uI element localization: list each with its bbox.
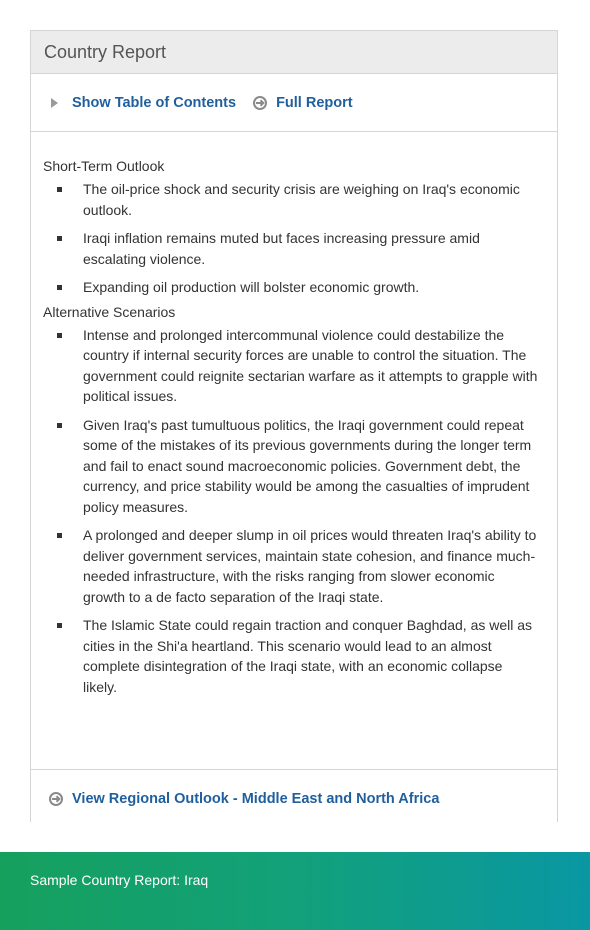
bullet-icon xyxy=(57,187,62,192)
bullet-icon xyxy=(57,423,62,428)
full-report-link[interactable] xyxy=(252,95,353,111)
regional-outlook-link[interactable] xyxy=(48,791,439,807)
list-item-text: The oil-price shock and security crisis are weighing on Iraq's economic outlook. xyxy=(83,181,520,218)
list-item-text: Intense and prolonged intercommunal violence could destabilize the country if internal security forces are unable to control the situation. The government could reignite sectarian warfare as it attempts to grapple with political issues. xyxy=(83,326,538,404)
panel-title: Country Report xyxy=(31,31,557,74)
alternative-scenarios-list xyxy=(43,325,557,698)
list-item-text: Expanding oil production will bolster economic growth. xyxy=(83,279,420,295)
regional-outlook-label: View Regional Outlook - Middle East and North Africa xyxy=(72,790,440,807)
list-item xyxy=(43,325,557,407)
list-item xyxy=(43,415,557,518)
bullet-icon xyxy=(57,533,62,538)
bullet-icon xyxy=(57,285,62,290)
short-term-list xyxy=(43,179,557,298)
section-title-short-term: Short-Term Outlook xyxy=(43,158,165,174)
list-item-text: A prolonged and deeper slump in oil prices would threaten Iraq's ability to deliver government services, maintain state cohesion, and finance much-needed infrastructure, with the risks ranging from slower economic growth to a de facto separation of the Iraqi state. xyxy=(83,527,537,605)
circle-arrow-icon xyxy=(252,95,268,111)
country-report-panel xyxy=(30,30,558,822)
footer-banner xyxy=(0,852,590,930)
show-toc-link[interactable] xyxy=(51,95,236,111)
list-item xyxy=(43,277,557,298)
report-content xyxy=(31,132,557,697)
list-item-text: Given Iraq's past tumultuous politics, the Iraqi government could repeat some of the mistakes of its previous governments during the longer term and fail to enact sound macroeconomic policies. Government debt, the currency, and price stability would be among the casualties of imprudent policy measures. xyxy=(83,416,532,515)
triangle-right-icon xyxy=(51,98,58,108)
full-report-label: Full Report xyxy=(276,94,353,111)
bullet-icon xyxy=(57,623,62,628)
list-item xyxy=(43,179,557,220)
circle-arrow-icon xyxy=(48,791,64,807)
bullet-icon xyxy=(57,333,62,338)
footer-caption: Sample Country Report: Iraq xyxy=(30,872,209,888)
bullet-icon xyxy=(57,236,62,241)
list-item xyxy=(43,615,557,697)
show-toc-label: Show Table of Contents xyxy=(72,94,237,111)
list-item-text: The Islamic State could regain traction and conquer Baghdad, as well as cities in the Shi'a heartland. This scenario would lead to an almost complete disintegration of the Iraqi state, with an economic collapse likely. xyxy=(83,617,533,695)
report-links-bar xyxy=(31,74,557,132)
section-title-alternative: Alternative Scenarios xyxy=(43,303,176,320)
list-item-text: Iraqi inflation remains muted but faces increasing pressure amid escalating violence. xyxy=(83,230,480,267)
list-item xyxy=(43,228,557,269)
regional-outlook-bar xyxy=(31,769,557,827)
list-item xyxy=(43,525,557,607)
